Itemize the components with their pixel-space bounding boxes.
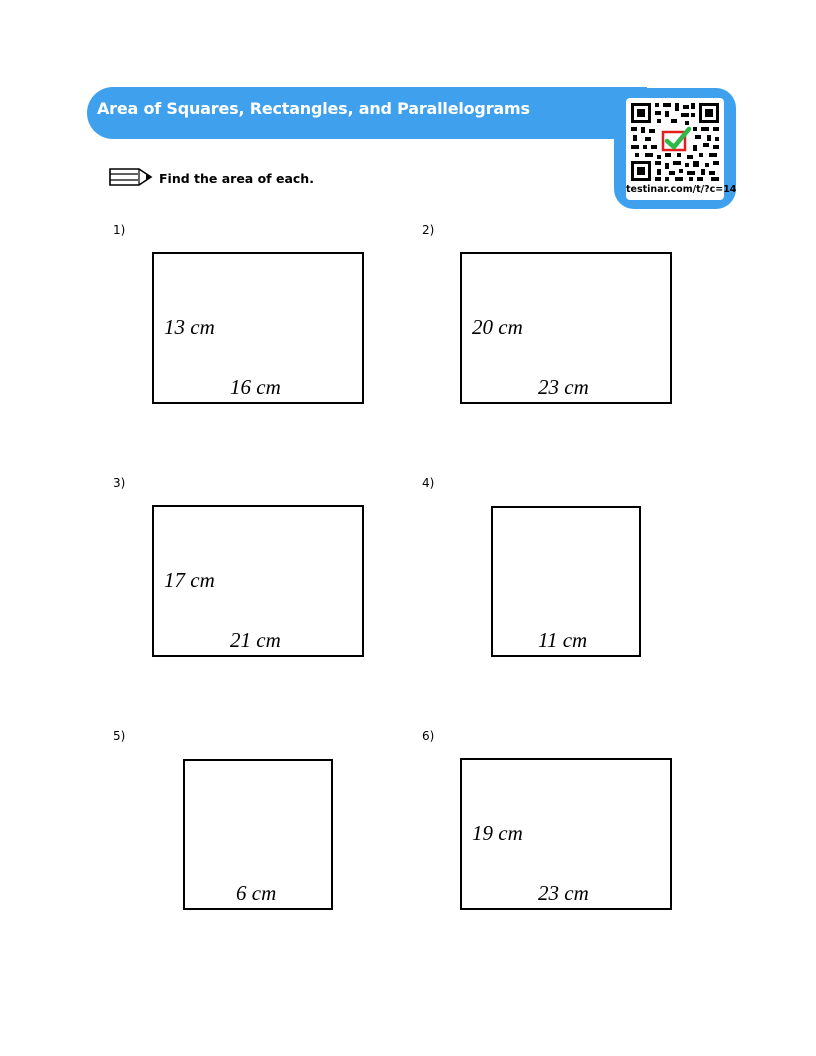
qr-code-panel[interactable]: [626, 98, 737, 200]
base-length-label: 21 cm: [230, 628, 281, 652]
qr-url[interactable]: testinar.com/t/?c=14: [626, 184, 737, 195]
title-banner: [87, 87, 647, 139]
qr-code-frame: [614, 88, 736, 209]
side-length-label: 19 cm: [472, 821, 523, 845]
problem-number: 5): [113, 729, 126, 743]
side-length-label: 17 cm: [164, 568, 215, 592]
qr-code-icon: [629, 101, 721, 183]
side-length-label: 13 cm: [164, 315, 215, 339]
base-length-label: 23 cm: [538, 375, 589, 399]
problem-number: 6): [422, 729, 435, 743]
problem-number: 4): [422, 476, 435, 490]
problem-number: 2): [422, 223, 435, 237]
base-length-label: 16 cm: [230, 375, 281, 399]
instruction-text: Find the area of each.: [159, 171, 314, 186]
page-title: Area of Squares, Rectangles, and Parallelograms: [97, 99, 530, 118]
problem-number: 3): [113, 476, 126, 490]
side-length-label: 20 cm: [472, 315, 523, 339]
base-length-label: 23 cm: [538, 881, 589, 905]
base-length-label: 11 cm: [538, 628, 588, 652]
problem-number: 1): [113, 223, 126, 237]
base-length-label: 6 cm: [236, 881, 277, 905]
pencil-icon: [109, 166, 153, 188]
